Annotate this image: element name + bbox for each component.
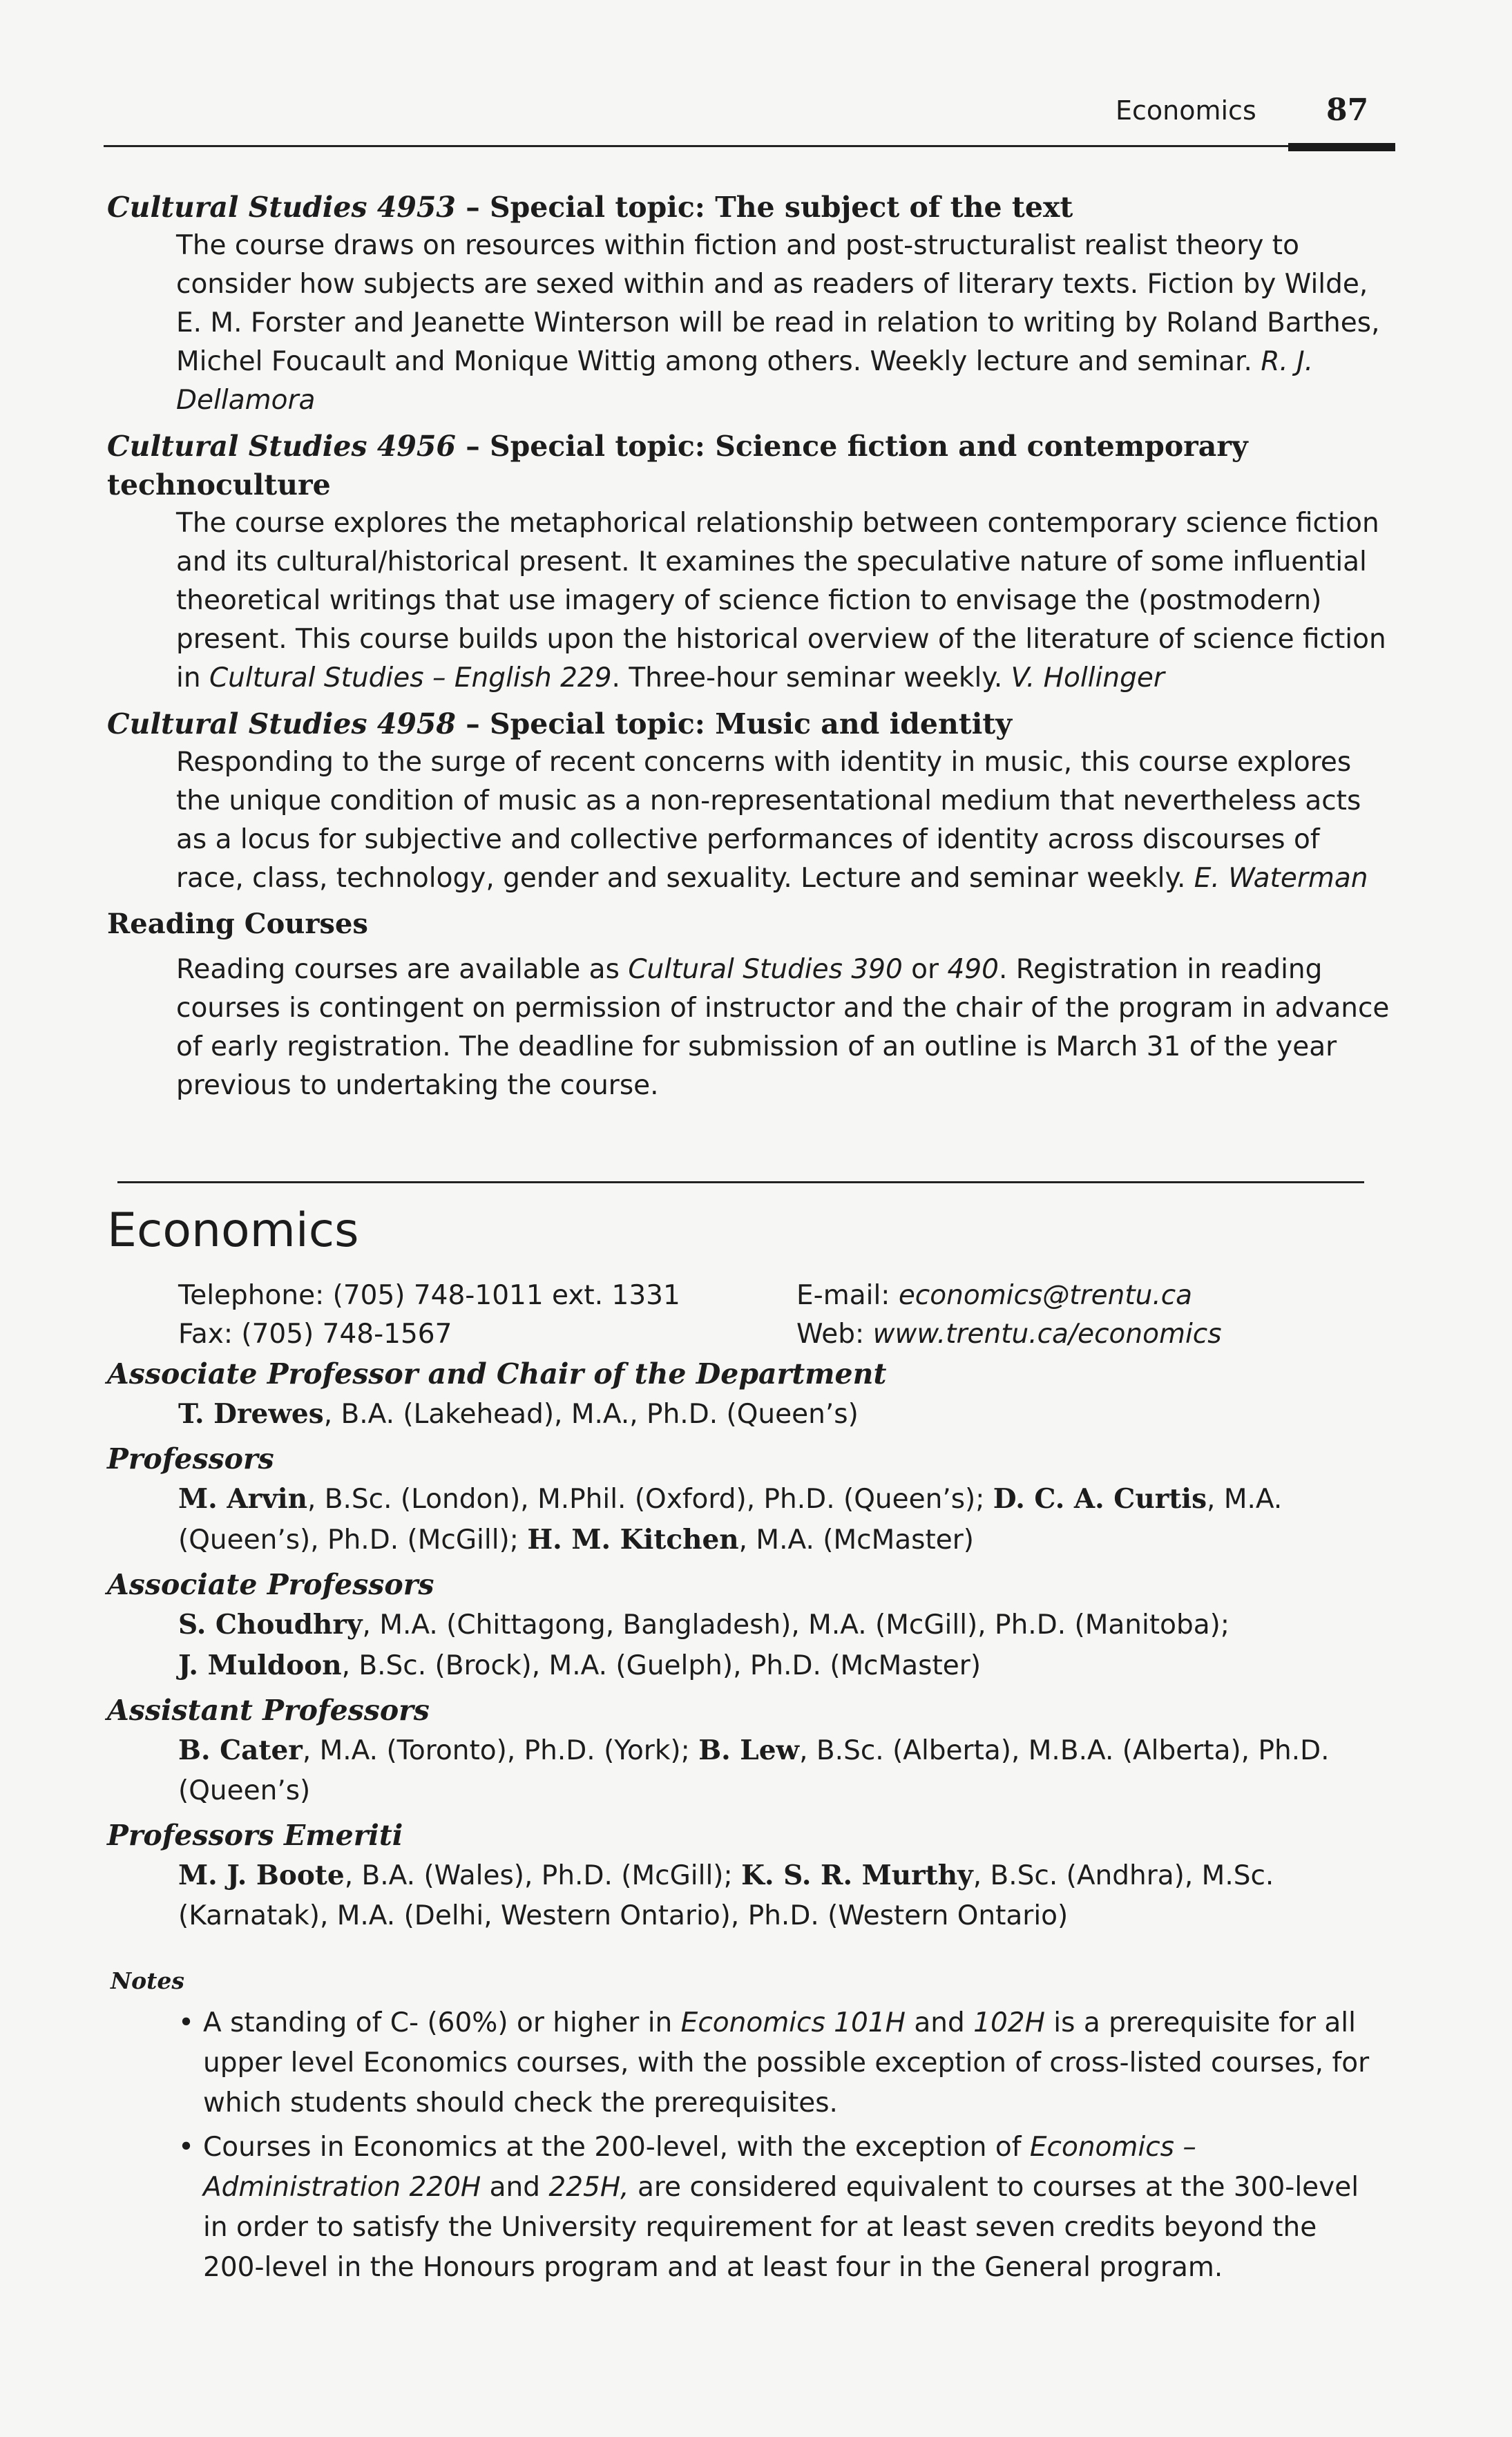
- faculty-credentials: , B.Sc. (Brock), M.A. (Guelph), Ph.D. (McMaster): [341, 1650, 982, 1681]
- course-title: [107, 427, 1392, 504]
- faculty-credentials: , M.A. (Queen’s), Ph.D. (McGill);: [178, 1484, 1283, 1556]
- description-text: The course explores the metaphorical relationship between contemporary science fiction and its cultural/historical present. It examines the speculative nature of some influential theoretical writings that use imagery of science fiction to envisage the (postmodern) present. This course builds upon the historical overview of the literature of science fiction in: [176, 508, 1386, 694]
- faculty-name: H. M. Kitchen: [527, 1524, 739, 1556]
- email-link[interactable]: economics@trentu.ca: [898, 1280, 1193, 1311]
- course-reference: 225H,: [548, 2172, 629, 2203]
- description-text: or: [902, 954, 948, 985]
- professors-emeriti-entry: [178, 1855, 1392, 1936]
- notes-list: [178, 2003, 1380, 2292]
- course-reference: 102H: [973, 2007, 1045, 2038]
- header-rule: [104, 145, 1395, 147]
- course-name: Special topic: The subject of the text: [490, 191, 1073, 224]
- note-text: Courses in Economics at the 200-level, with the exception of: [203, 2132, 1030, 2163]
- description-text: Reading courses are available as: [176, 954, 629, 985]
- faculty-credentials: , M.A. (Chittagong, Bangladesh), M.A. (McGill), Ph.D. (Manitoba);: [362, 1609, 1229, 1641]
- fax: Fax: (705) 748-1567: [178, 1319, 452, 1350]
- associate-professors-heading: Associate Professors: [107, 1568, 434, 1601]
- course-name: Special topic: Science fiction and contemporary technoculture: [107, 430, 1248, 501]
- faculty-name: S. Choudhry: [178, 1609, 363, 1641]
- faculty-name: B. Cater: [178, 1734, 303, 1766]
- faculty-name: K. S. R. Murthy: [741, 1860, 973, 1891]
- title-dash: –: [455, 707, 490, 740]
- course-entry: [107, 188, 1392, 420]
- course-title: [107, 705, 1392, 743]
- course-reference: Economics 101H: [680, 2007, 906, 2038]
- web-label: Web:: [796, 1319, 873, 1350]
- professors-emeriti-heading: Professors Emeriti: [107, 1819, 403, 1852]
- header-rule-accent: [1288, 143, 1395, 151]
- web-link[interactable]: www.trentu.ca/economics: [872, 1319, 1222, 1350]
- section-divider: [117, 1181, 1364, 1183]
- faculty-credentials: , B.Sc. (Alberta), M.B.A. (Alberta), Ph.D. (Queen’s): [178, 1735, 1330, 1806]
- note-item: [178, 2003, 1380, 2123]
- section-title: Economics: [107, 1203, 359, 1258]
- description-text: The course draws on resources within fiction and post-structuralist realist theory to consider how subjects are sexed within and as readers of literary texts. Fiction by Wilde, E. M. Forster and Jeanette Winterson will be read in relation to writing by Roland Barthes, Michel Foucault and Monique Wittig among others. Weekly lecture and seminar.: [176, 230, 1380, 377]
- assistant-professors-entry: [178, 1730, 1392, 1811]
- faculty-credentials: , B.Sc. (Andhra), M.Sc. (Karnatak), M.A. (Delhi, Western Ontario), Ph.D. (Western Ontario): [178, 1860, 1274, 1931]
- faculty-credentials: , M.A. (McMaster): [738, 1525, 974, 1556]
- contact-info: [178, 1277, 1283, 1354]
- course-description: [176, 504, 1392, 698]
- contact-row: [178, 1277, 1283, 1315]
- note-text: is a prerequisite for all upper level Economics courses, with the possible exception of cross-listed courses, for which students should check the prerequisites.: [203, 2007, 1370, 2119]
- assistant-professors-heading: Assistant Professors: [107, 1694, 430, 1727]
- course-title: [107, 188, 1392, 227]
- running-head: Economics: [1116, 95, 1256, 126]
- faculty-name: D. C. A. Curtis: [993, 1483, 1207, 1515]
- bullet-icon: •: [178, 2007, 195, 2038]
- course-entry: [107, 427, 1392, 698]
- description-text: Responding to the surge of recent concerns with identity in music, this course explores the unique condition of music as a non-representational medium that nevertheless acts as a locus for subjective and collective performances of identity across discourses of race, class, technology, gender and sexuality. Lecture and seminar weekly.: [176, 747, 1361, 894]
- course-reference: Economics – Administration 220H: [203, 2132, 1196, 2203]
- faculty-credentials: , B.A. (Lakehead), M.A., Ph.D. (Queen’s): [323, 1399, 859, 1430]
- course-description: [176, 227, 1392, 420]
- title-dash: –: [455, 430, 490, 463]
- course-instructor: E. Waterman: [1194, 863, 1368, 894]
- course-code: Cultural Studies 4953: [107, 191, 456, 224]
- reading-courses-heading: Reading Courses: [107, 908, 368, 940]
- course-reference: 490: [947, 954, 999, 985]
- professors-heading: Professors: [107, 1442, 274, 1475]
- course-entry: [107, 705, 1392, 898]
- faculty-list: [107, 1354, 1392, 1940]
- course-code: Cultural Studies 4958: [107, 707, 456, 740]
- faculty-name: M. Arvin: [178, 1483, 307, 1515]
- title-dash: –: [455, 191, 490, 224]
- bullet-icon: •: [178, 2132, 195, 2163]
- course-instructor: V. Hollinger: [1011, 662, 1165, 694]
- email-field: [796, 1277, 1192, 1315]
- chair-entry: [178, 1394, 1392, 1435]
- course-name: Special topic: Music and identity: [490, 707, 1013, 740]
- telephone: Telephone: (705) 748-1011 ext. 1331: [178, 1280, 680, 1311]
- web-field: [796, 1315, 1222, 1354]
- course-instructor: R. J. Dellamora: [176, 346, 1314, 416]
- course-description: [176, 743, 1392, 898]
- page-number: 87: [1326, 93, 1369, 128]
- note-text: A standing of C- (60%) or higher in: [203, 2007, 681, 2038]
- associate-professors-entry: [178, 1605, 1392, 1686]
- faculty-credentials: , B.A. (Wales), Ph.D. (McGill);: [344, 1860, 742, 1891]
- description-text: . Three-hour seminar weekly.: [611, 662, 1011, 694]
- email-label: E-mail:: [796, 1280, 899, 1311]
- note-text: and: [481, 2172, 549, 2203]
- faculty-credentials: , M.A. (Toronto), Ph.D. (York);: [302, 1735, 699, 1766]
- note-text: and: [905, 2007, 974, 2038]
- professors-entry: [178, 1479, 1392, 1560]
- note-item: [178, 2128, 1380, 2288]
- course-reference: Cultural Studies – English 229: [209, 662, 612, 694]
- faculty-name: J. Muldoon: [178, 1650, 342, 1681]
- note-text: are considered equivalent to courses at the 300-level in order to satisfy the University requirement for at least seven credits beyond the 200-level in the Honours program and at least four in the General program.: [203, 2172, 1359, 2283]
- course-list: [107, 188, 1392, 1105]
- reading-courses-text: [176, 950, 1392, 1105]
- course-code: Cultural Studies 4956: [107, 430, 456, 463]
- course-reference: Cultural Studies 390: [628, 954, 903, 985]
- faculty-name: M. J. Boote: [178, 1860, 345, 1891]
- notes-heading: Notes: [111, 1967, 184, 1994]
- chair-heading: Associate Professor and Chair of the Department: [107, 1357, 887, 1390]
- description-text: . Registration in reading courses is contingent on permission of instructor and the chair of the program in advance of early registration. The deadline for submission of an outline is March 31 of the year previous to undertaking the course.: [176, 954, 1390, 1101]
- contact-row: [178, 1315, 1283, 1354]
- faculty-credentials: , B.Sc. (London), M.Phil. (Oxford), Ph.D. (Queen’s);: [307, 1484, 993, 1515]
- faculty-name: T. Drewes: [178, 1398, 324, 1430]
- faculty-name: B. Lew: [698, 1734, 800, 1766]
